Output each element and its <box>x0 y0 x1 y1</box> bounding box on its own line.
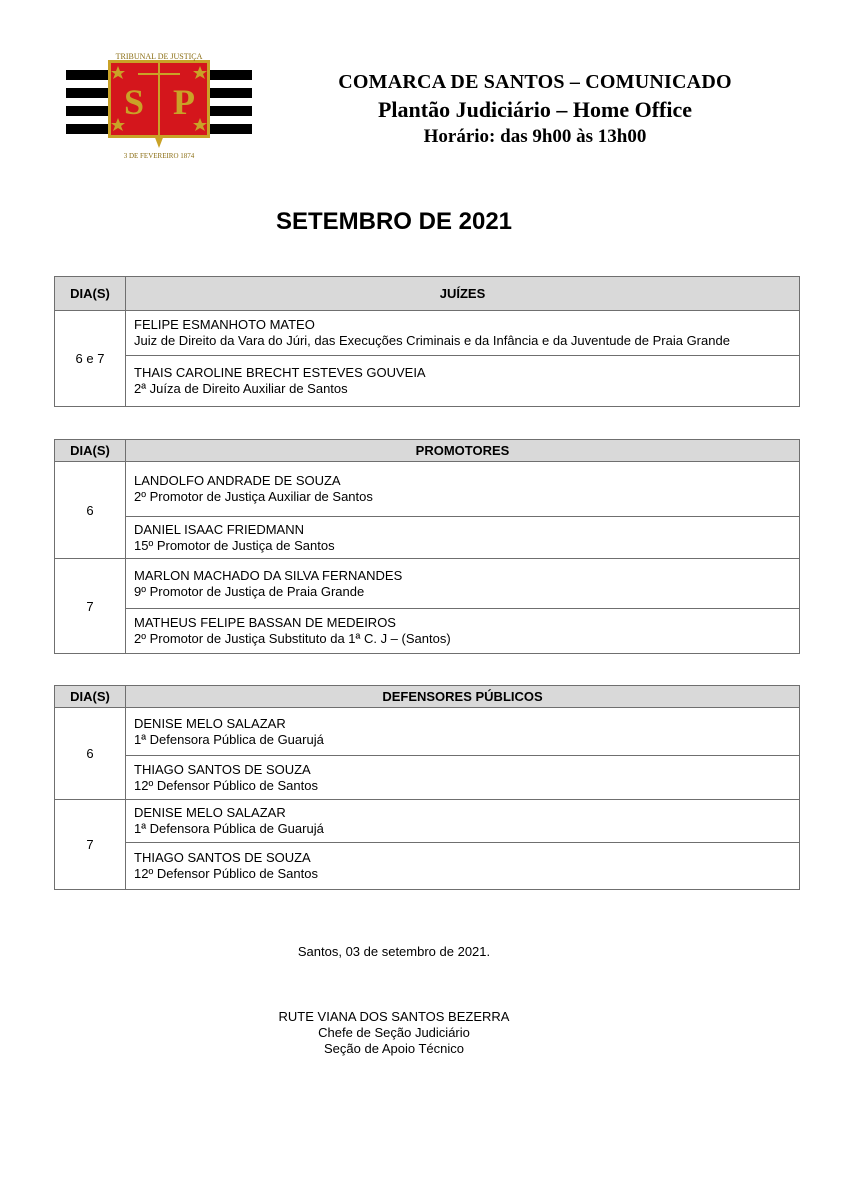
day-cell: 6 e 7 <box>55 311 126 407</box>
signature-block <box>0 1009 788 1057</box>
table-row <box>55 708 800 756</box>
logo-letter-left: S <box>123 82 145 122</box>
person-name: MARLON MACHADO DA SILVA FERNANDES <box>134 567 403 583</box>
person-name: LANDOLFO ANDRADE DE SOUZA <box>134 473 341 488</box>
signer-name: RUTE VIANA DOS SANTOS BEZERRA <box>278 1009 510 1024</box>
table-header-row <box>55 277 800 311</box>
person-role: 2º Promotor de Justiça Substituto da 1ª C. J – (Santos) <box>134 631 451 646</box>
day-cell: 6 <box>55 462 126 559</box>
person-cell <box>126 756 800 800</box>
defensores-table <box>54 685 800 890</box>
month-title: SETEMBRO DE 2021 <box>275 208 513 235</box>
person-role: 12º Defensor Público de Santos <box>134 866 318 881</box>
person-cell <box>126 559 800 609</box>
header-line-comarca: COMARCA DE SANTOS – COMUNICADO <box>338 71 732 93</box>
table-header-row <box>55 440 800 462</box>
date-line: Santos, 03 de setembro de 2021. <box>297 944 491 959</box>
table-row <box>55 559 800 609</box>
person-cell <box>126 311 800 356</box>
promotores-table <box>54 439 800 654</box>
juizes-table <box>54 276 800 407</box>
table-row <box>55 756 800 800</box>
person-cell <box>126 517 800 559</box>
col-header-promotores: PROMOTORES <box>126 440 800 462</box>
person-cell <box>126 609 800 654</box>
table-row <box>55 356 800 407</box>
col-header-defensores: DEFENSORES PÚBLICOS <box>126 686 800 708</box>
person-role: 2º Promotor de Justiça Auxiliar de Santos <box>134 489 373 504</box>
person-name: MATHEUS FELIPE BASSAN DE MEDEIROS <box>134 615 396 630</box>
person-role: 12º Defensor Público de Santos <box>134 777 318 793</box>
logo-letter-right: P <box>173 82 195 122</box>
person-role: 9º Promotor de Justiça de Praia Grande <box>134 583 365 599</box>
person-cell <box>126 708 800 756</box>
signer-department: Seção de Apoio Técnico <box>324 1041 464 1056</box>
logo-bottom-text: 3 DE FEVEREIRO 1874 <box>123 152 195 160</box>
day-cell: 7 <box>55 559 126 654</box>
col-header-day: DIA(S) <box>55 440 126 462</box>
person-name: FELIPE ESMANHOTO MATEO <box>134 317 315 332</box>
person-name: THIAGO SANTOS DE SOUZA <box>134 850 311 865</box>
document-header <box>290 68 780 150</box>
header-line-plantao: Plantão Judiciário – Home Office <box>377 97 693 122</box>
person-role: Juiz de Direito da Vara do Júri, das Execuções Criminais e da Infância e da Juventude de Praia Grande <box>134 333 730 348</box>
table-row <box>55 311 800 356</box>
person-name: DENISE MELO SALAZAR <box>134 805 286 820</box>
person-cell <box>126 800 800 843</box>
person-role: 15º Promotor de Justiça de Santos <box>134 537 335 553</box>
table-row <box>55 609 800 654</box>
col-header-day: DIA(S) <box>55 686 126 708</box>
person-name: DENISE MELO SALAZAR <box>134 715 286 731</box>
day-cell: 7 <box>55 800 126 890</box>
person-cell <box>126 843 800 890</box>
table-row <box>55 800 800 843</box>
person-cell <box>126 356 800 407</box>
person-role: 1ª Defensora Pública de Guarujá <box>134 731 324 747</box>
table-row <box>55 462 800 517</box>
person-role: 2ª Juíza de Direito Auxiliar de Santos <box>134 381 348 396</box>
signer-title: Chefe de Seção Judiciário <box>318 1025 470 1040</box>
table-row <box>55 517 800 559</box>
person-name: DANIEL ISAAC FRIEDMANN <box>134 521 304 537</box>
person-name: THIAGO SANTOS DE SOUZA <box>134 761 311 777</box>
person-cell <box>126 462 800 517</box>
col-header-juizes: JUÍZES <box>126 277 800 311</box>
day-cell: 6 <box>55 708 126 800</box>
table-row <box>55 843 800 890</box>
col-header-day: DIA(S) <box>55 277 126 311</box>
person-name: THAIS CAROLINE BRECHT ESTEVES GOUVEIA <box>134 365 426 380</box>
table-header-row <box>55 686 800 708</box>
logo-top-text: TRIBUNAL DE JUSTIÇA <box>115 52 203 61</box>
tribunal-de-justica-logo <box>66 52 252 160</box>
person-role: 1ª Defensora Pública de Guarujá <box>134 821 324 836</box>
header-line-horario: Horário: das 9h00 às 13h00 <box>423 126 647 147</box>
